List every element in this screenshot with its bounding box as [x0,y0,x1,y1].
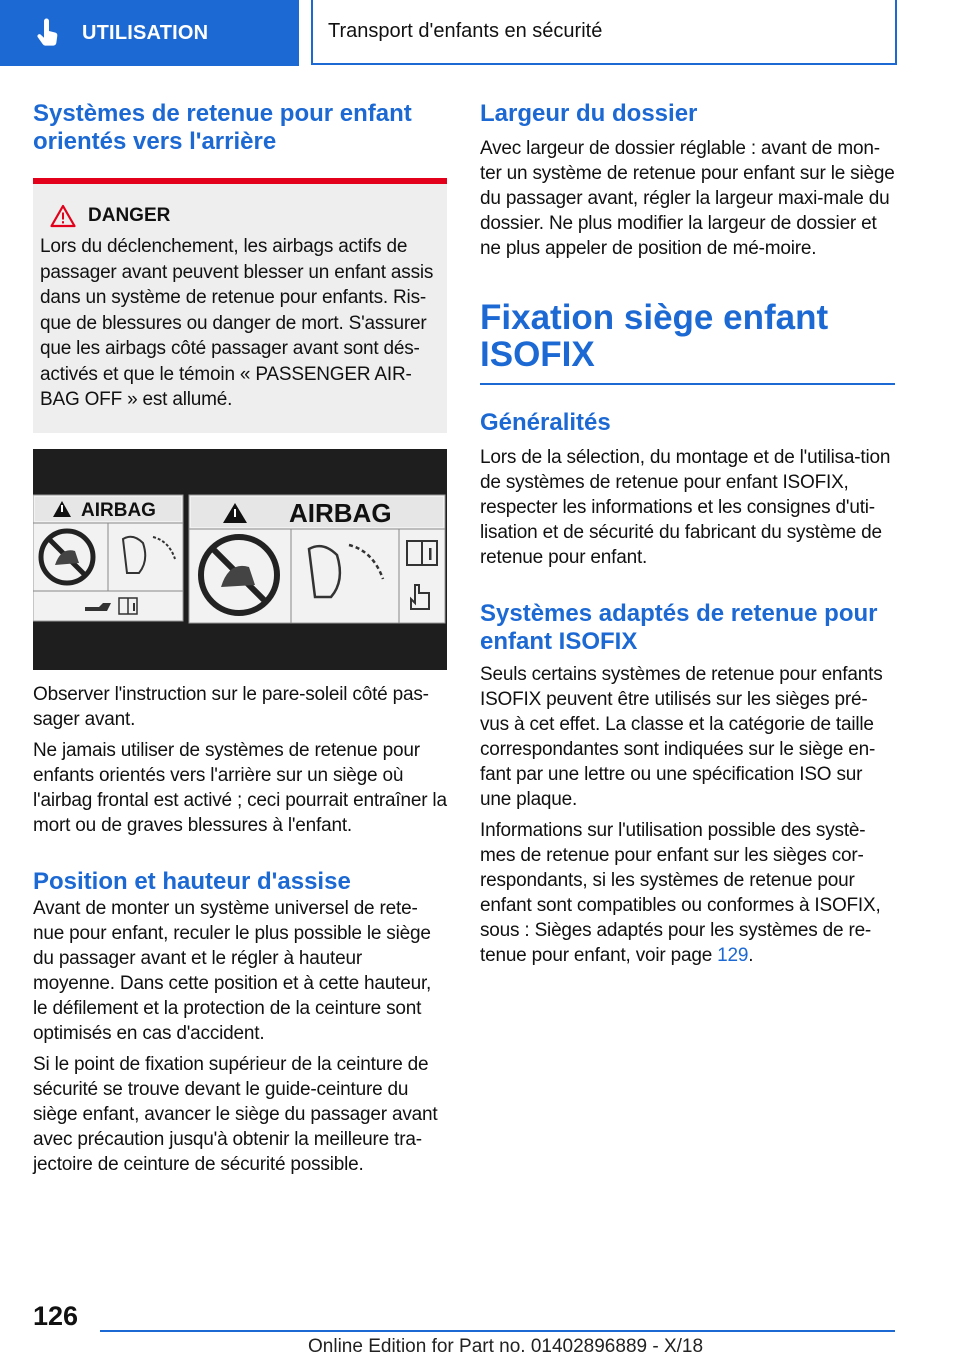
danger-box [33,178,447,433]
paragraph-isofix-systems: Seuls certains systèmes de retenue pour enfants ISOFIX peuvent être utilisés sur les sièges pré-vus à cet effet. La classe et la catégorie de taille correspondantes sont indiquées sur le siège en-fant par une lettre ou une spécification ISO sur une plaque. [480,664,883,810]
page-link-129[interactable]: 129 [717,945,749,966]
hand-pointer-icon [34,18,64,48]
left-column [33,100,447,1183]
page-number: 126 [33,1301,79,1331]
airbag-word-large: AIRBAG [289,497,392,528]
airbag-sticker-illustration [33,449,447,670]
page-title: Transport d'enfants en sécurité [328,20,603,42]
paragraph-isofix-info [480,818,895,968]
warning-triangle-icon [50,204,76,228]
airbag-word-small: AIRBAG [81,499,156,521]
section-heading-rear-facing: Systèmes de retenue pour enfant orientés vers l'arrière [33,100,412,155]
right-column [480,100,895,974]
footer-divider [100,1330,895,1332]
danger-label: DANGER [88,205,171,226]
paragraph-seat-position: Avant de monter un système universel de rete-nue pour enfant, reculer le plus possible le siège du passager avant et le régler à hauteur moyenne. Dans cette position et à cette hauteur, le défilement et la protection de la ceinture sont optimisés en cas d'accident. [33,897,432,1044]
paragraph-sun-visor: Observer l'instruction sur le pare-soleil côté pas-sager avant. [33,683,429,730]
section-heading-isofix-systems: Systèmes adaptés de retenue pour enfant ISOFIX [480,600,878,655]
paragraph-belt-anchor: Si le point de fixation supérieur de la ceinture de sécurité se trouve devant le guide-ceinture du siège enfant, avancer le siège du passager avant avec précaution jusqu'à obtenir la meilleure tra-jectoire de ceinture de sécurité possible. [33,1053,438,1175]
paragraph-backrest-width: Avec largeur de dossier réglable : avant de mon-ter un système de retenue pour enfant sur le siège du passager avant, régler la largeur maxi-male du dossier. Ne plus modifier la largeur de dossier et ne plus appeler de position de mé-moire. [480,138,895,259]
paragraph-general: Lors de la sélection, du montage et de l'utilisa-tion de systèmes de retenue pour enfant ISOFIX, respecter les informations et les consignes d'uti-lisation et de sécurité du fabricant du système de retenue pour enfant. [480,447,891,568]
section-heading-backrest-width: Largeur du dossier [480,100,698,127]
danger-text: Lors du déclenchement, les airbags actifs de passager avant peuvent blesser un enfant assis dans un système de retenue pour enfants. Ris-que de blessures ou danger de mort. S'assurer que les airbags côté passager avant sont dés-activés et que le témoin « PASSENGER AIR-BAG OFF » est allumé. [40,236,434,410]
danger-title [40,204,439,228]
isofix-info-text: Informations sur l'utilisation possible des systè-mes de retenue pour enfant sur les sièges cor-respondants, si les systèmes de retenue pour enfant sont compatibles ou conformes à ISOFIX, sous : Sièges adaptés pour les systèmes de re-tenue pour enfant, voir page [480,820,881,966]
isofix-info-end: . [748,945,754,966]
chapter-heading-isofix: Fixation siège enfant ISOFIX [480,298,829,374]
edition-note: Online Edition for Part no. 01402896889 - X/18 [308,1336,704,1357]
chapter-label: UTILISATION [82,21,209,44]
page-title-bar [311,0,897,65]
heading-divider [480,383,895,385]
paragraph-never-use: Ne jamais utiliser de systèmes de retenue pour enfants orientés vers l'arrière sur un siège où l'airbag frontal est activé ; ceci pourrait entraîner la mort ou de graves blessures à l'enfant. [33,739,447,836]
chapter-tab [0,0,299,66]
section-heading-general: Généralités [480,409,611,436]
section-heading-seat-position: Position et hauteur d'assise [33,867,351,895]
airbag-label-photo [33,449,447,670]
